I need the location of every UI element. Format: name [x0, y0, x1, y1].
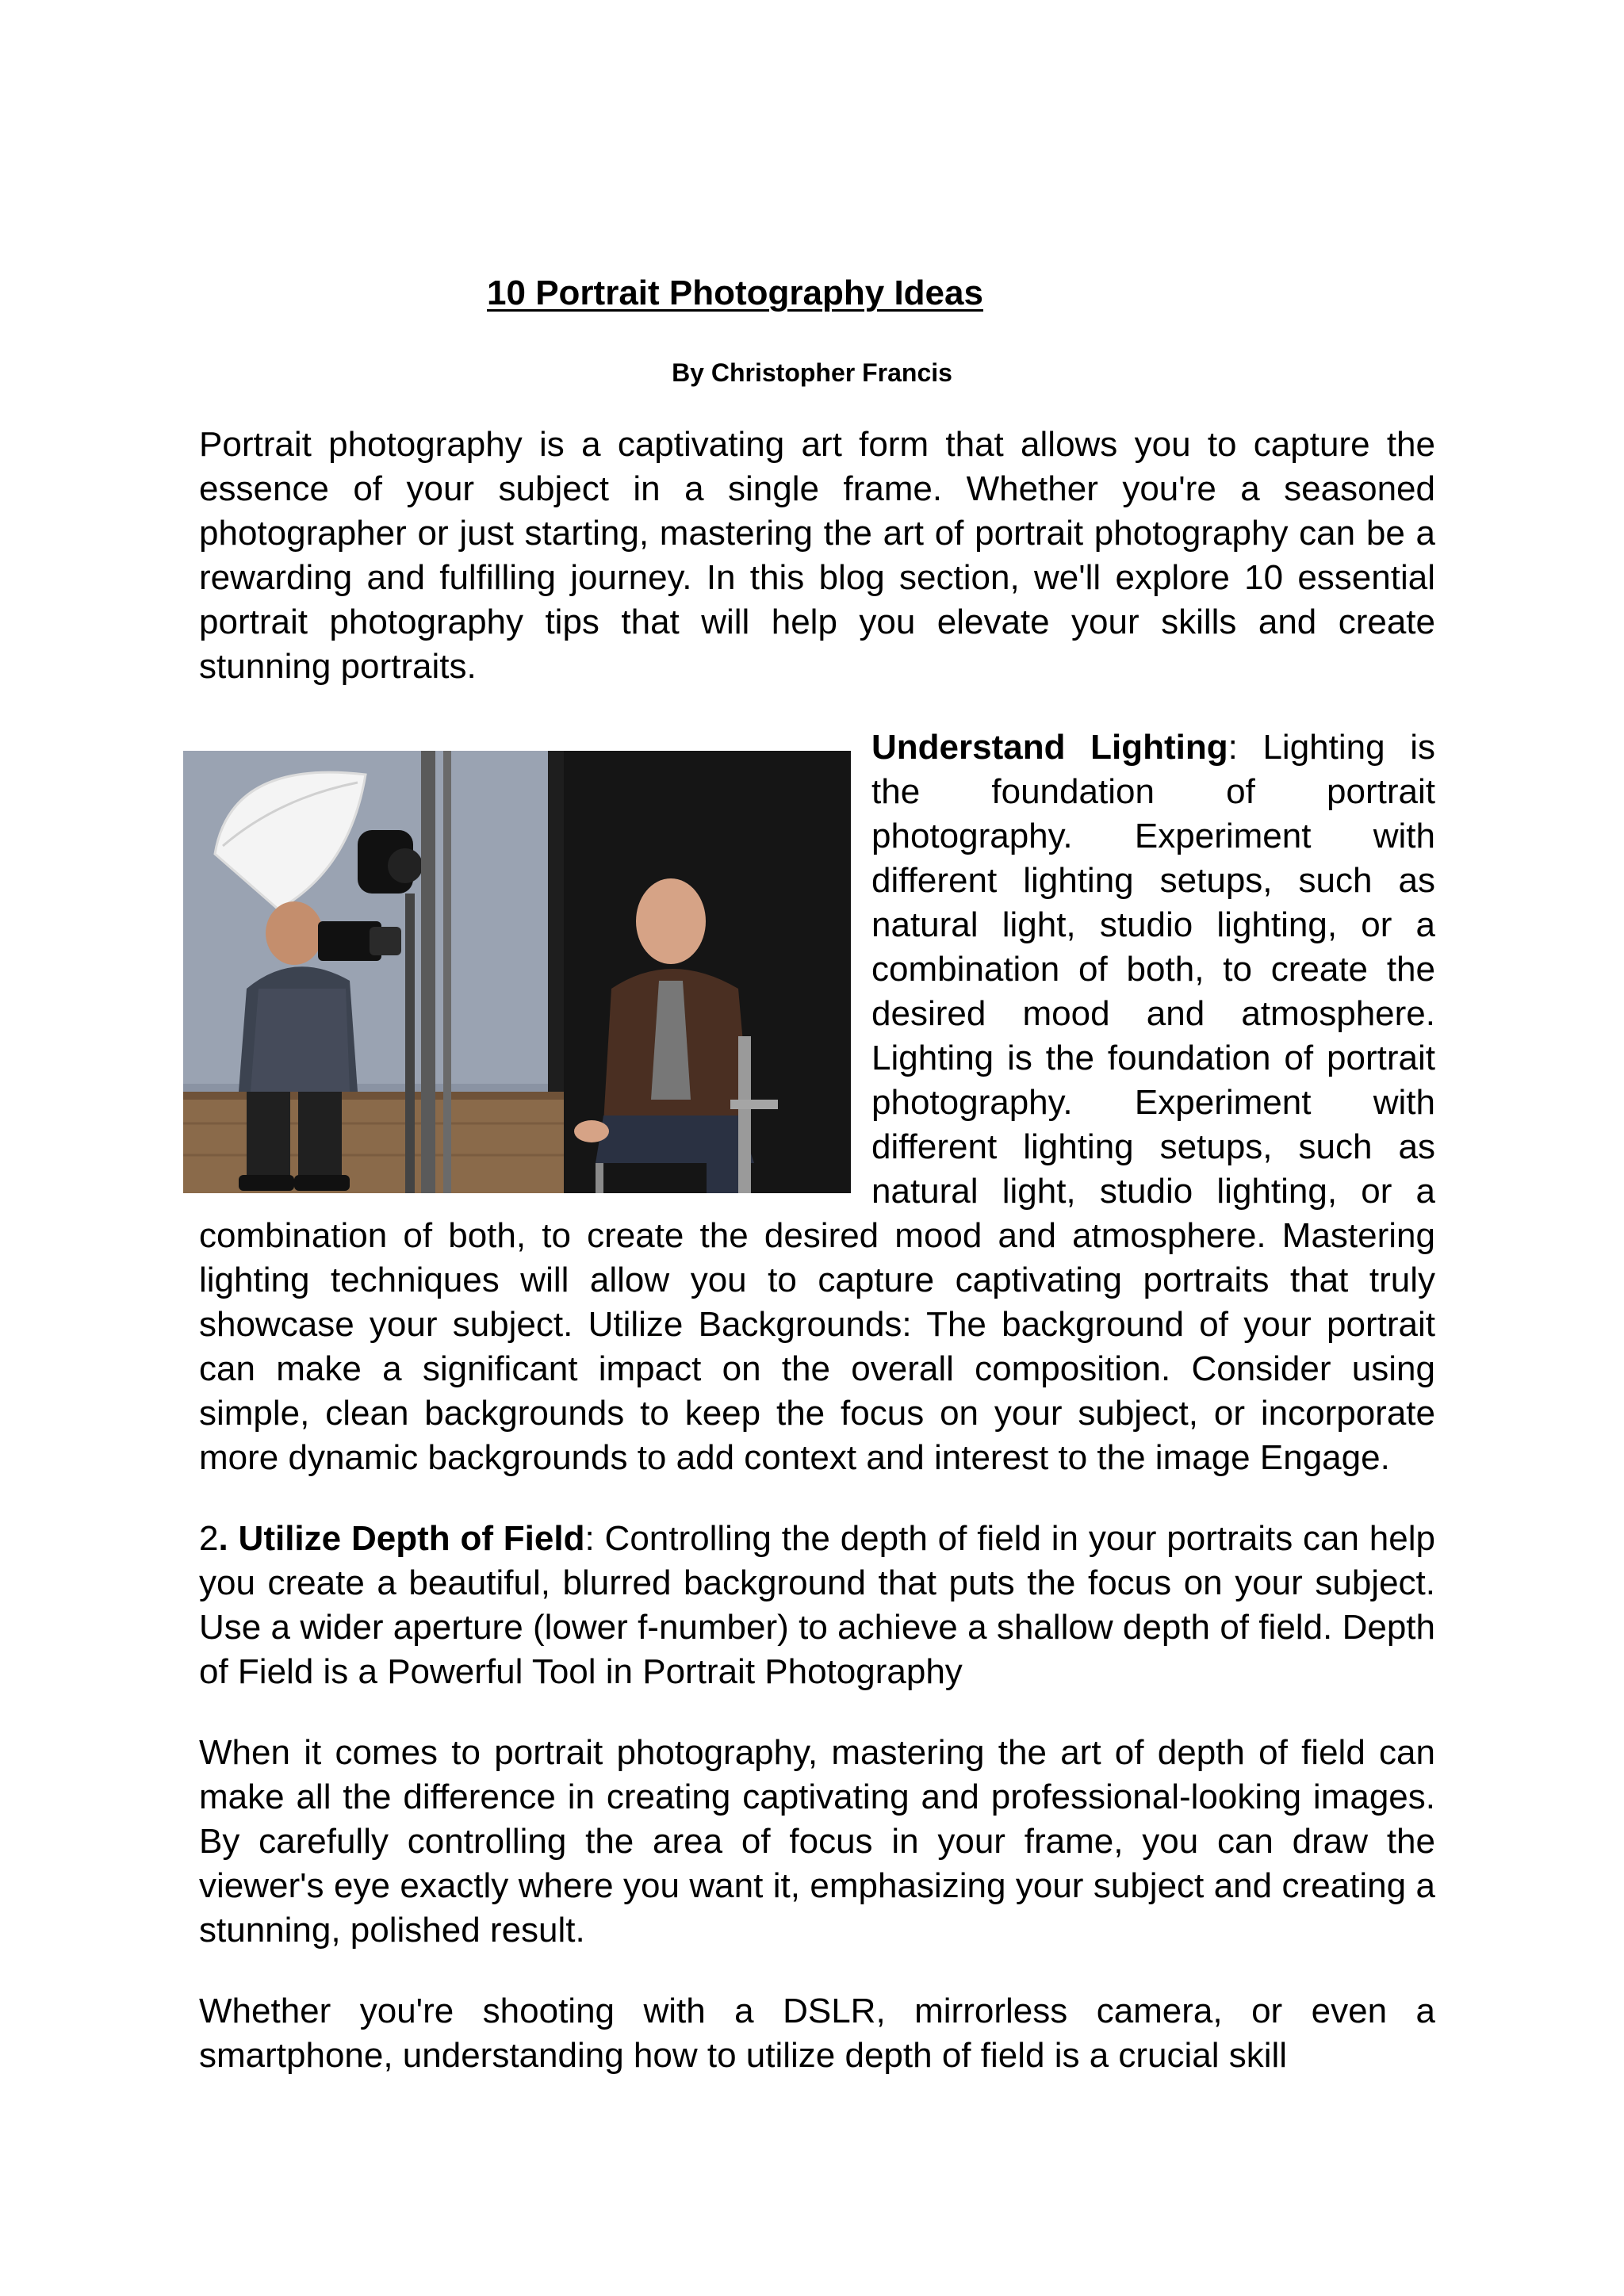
section-separator: : [584, 1519, 605, 1558]
document-title-text: 10 Portrait Photography Ideas [487, 274, 983, 312]
document-title [0, 268, 1470, 319]
section-separator: : [1228, 728, 1263, 767]
document-body [199, 423, 1435, 2114]
intro-text: Portrait photography is a captivating art form that allows you to capture the essence of your subject in a single frame. Whether you're a seasoned photographer or just starting, mastering the art of portrait photography can be a rewarding and fulfilling journey. In this blog section, we'll explore 10 essential portrait photography tips that will help you elevate your skills and create stunning portraits. [199, 425, 1435, 686]
section-text-lighting: Lighting is the foundation of portrait photography. Experiment with different lighting setups, such as natural light, studio lighting, or a combination of both, to create the desired mood and atmosphere. Lighting is the foundation of portrait photography. Experiment with different lighting setups, such as natural light, studio lighting, or a combination of both, to create the desired mood and atmosphere. Mastering lighting techniques will allow you to capture captivating portraits that truly showcase your subject. Utilize Backgrounds: The background of your portrait can make a significant impact on the overall composition. Consider using simple, clean backgrounds to keep the focus on your subject, or incorporate more dynamic backgrounds to add context and interest to the image Engage. [199, 728, 1435, 1477]
studio-portrait-photo [183, 751, 851, 1193]
section-depth-of-field [199, 1517, 1435, 1694]
intro-paragraph [199, 423, 1435, 689]
section-text-depth: Controlling the depth of field in your portraits can help you create a beautiful, blurred background that puts the focus on your subject. Use a wider aperture (lower f-number) to achieve a shallow depth of field. Depth of Field is a Powerful Tool in Portrait Photography [199, 1519, 1435, 1691]
section-heading-depth: . Utilize Depth of Field [218, 1519, 585, 1558]
author-byline: By Christopher Francis [672, 358, 952, 387]
paragraph-camera-types [199, 1989, 1435, 2078]
photo-illustration [183, 751, 851, 1193]
paragraph-text: When it comes to portrait photography, mastering the art of depth of field can make all the difference in creating captivating and professional-looking images. By carefully controlling the area of focus in your frame, you can draw the viewer's eye exactly where you want it, emphasizing your subject and creating a stunning, polished result. [199, 1733, 1435, 1950]
paragraph-depth-of-field [199, 1731, 1435, 1953]
section-number: 2 [199, 1519, 219, 1558]
paragraph-text: Whether you're shooting with a DSLR, mirrorless camera, or even a smartphone, understanding how to utilize depth of field is a crucial skill [199, 1992, 1435, 2075]
section-heading-lighting: Understand Lighting [871, 728, 1228, 767]
